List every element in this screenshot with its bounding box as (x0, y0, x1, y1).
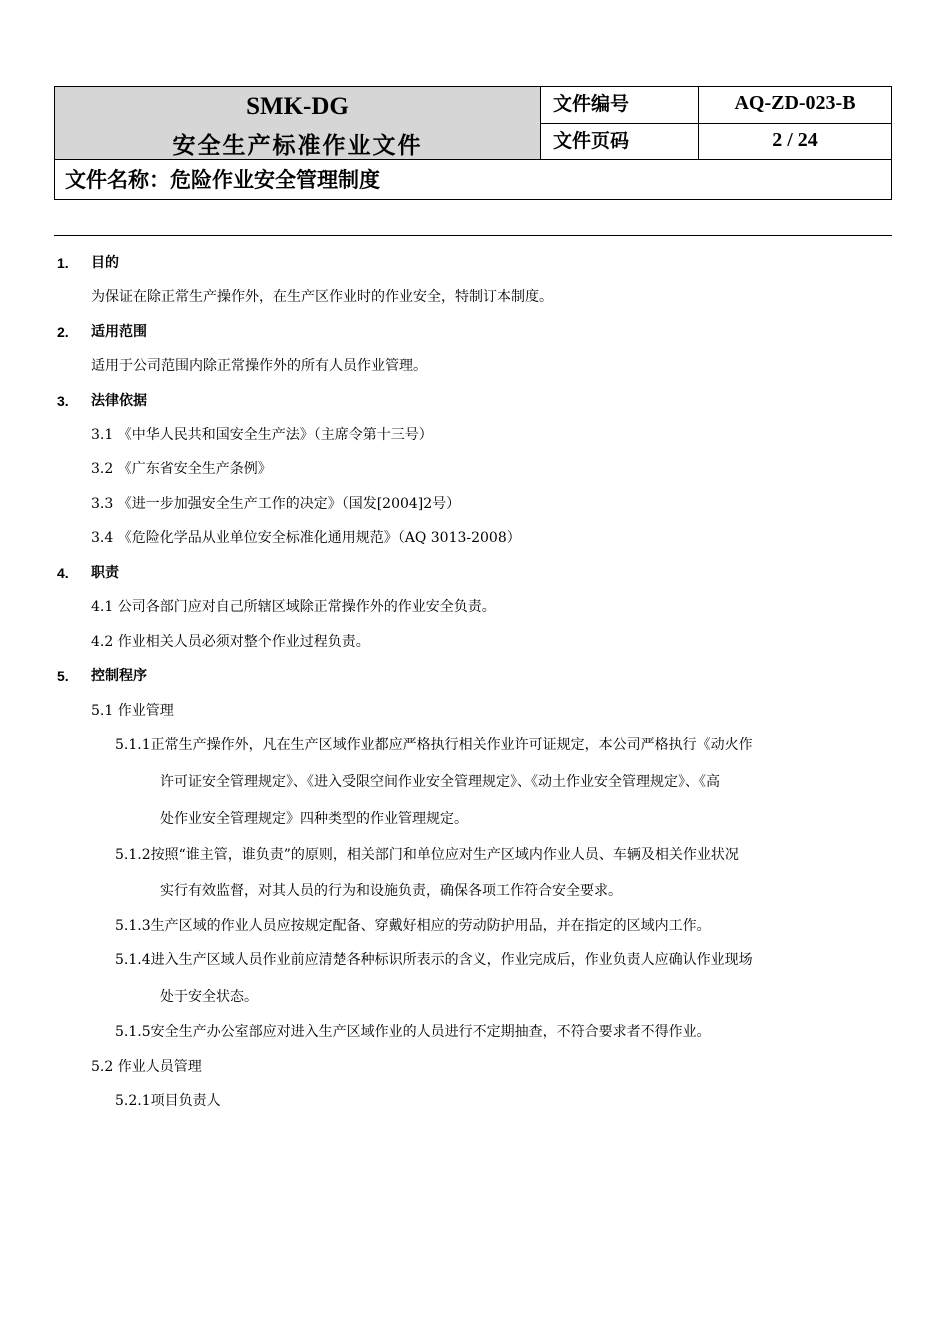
paragraph-5-1-5: 5.1.5安全生产办公室部应对进入生产区域作业的人员进行不定期抽查，不符合要求者不得作业。 (115, 1024, 711, 1040)
section-2-title: 适用范围 (91, 324, 147, 340)
paragraph-5-1-4-line-1: 5.1.4进入生产区域人员作业前应清楚各种标识所表示的含义，作业完成后，作业负责人应确认作业现场 (115, 952, 753, 968)
section-3-item-4: 3.4 《危险化学品从业单位安全标准化通用规范》（AQ 3013-2008） (91, 530, 521, 546)
doc-number-value: AQ-ZD-023-B (699, 87, 891, 124)
section-3-item-3: 3.3 《进一步加强安全生产工作的决定》（国发[2004]2号） (91, 496, 461, 512)
header-company-block (55, 87, 541, 160)
company-name: SMK-DG (246, 93, 349, 120)
paragraph-5-1-1-line-2: 许可证安全管理规定》、《进入受限空间作业安全管理规定》、《动土作业安全管理规定》、《高 (160, 774, 720, 790)
section-5-number: 5. (57, 668, 69, 684)
section-3-item-1: 3.1 《中华人民共和国安全生产法》（主席令第十三号） (91, 427, 433, 443)
document-title: 文件名称：危险作业安全管理制度 (65, 168, 380, 192)
page-number-label: 文件页码 (541, 124, 699, 160)
paragraph-5-2-1: 5.2.1项目负责人 (115, 1093, 221, 1109)
section-5-2-heading: 5.2 作业人员管理 (91, 1059, 202, 1075)
paragraph-5-1-1-line-3: 处作业安全管理规定》四种类型的作业管理规定。 (160, 811, 468, 827)
section-5-1-heading: 5.1 作业管理 (91, 703, 174, 719)
paragraph-5-1-4-line-2: 处于安全状态。 (160, 989, 258, 1005)
header-divider (54, 235, 892, 236)
section-2-number: 2. (57, 324, 69, 340)
doc-number-label: 文件编号 (541, 87, 699, 124)
section-4-number: 4. (57, 565, 69, 581)
paragraph-5-1-1-line-1: 5.1.1正常生产操作外，凡在生产区域作业都应严格执行相关作业许可证规定，本公司严格执行《动火作 (115, 737, 753, 753)
section-4-item-2: 4.2 作业相关人员必须对整个作业过程负责。 (91, 634, 370, 650)
section-1-body: 为保证在除正常生产操作外，在生产区作业时的作业安全，特制订本制度。 (91, 289, 553, 305)
paragraph-5-1-3: 5.1.3生产区域的作业人员应按规定配备、穿戴好相应的劳动防护用品，并在指定的区域内工作。 (115, 918, 711, 934)
document-type: 安全生产标准作业文件 (172, 133, 423, 159)
section-3-number: 3. (57, 393, 69, 409)
document-header (54, 86, 892, 200)
section-4-title: 职责 (91, 565, 119, 581)
section-3-title: 法律依据 (91, 393, 147, 409)
section-4-item-1: 4.1 公司各部门应对自己所辖区域除正常操作外的作业安全负责。 (91, 599, 496, 615)
section-5-title: 控制程序 (91, 668, 147, 684)
section-1-number: 1. (57, 255, 69, 271)
paragraph-5-1-2-line-1: 5.1.2按照“谁主管，谁负责”的原则，相关部门和单位应对生产区域内作业人员、车辆及相关作业状况 (115, 847, 739, 863)
section-1-title: 目的 (91, 255, 119, 271)
section-2-body: 适用于公司范围内除正常操作外的所有人员作业管理。 (91, 358, 427, 374)
page-number-value: 2 / 24 (699, 124, 891, 160)
paragraph-5-1-2-line-2: 实行有效监督，对其人员的行为和设施负责，确保各项工作符合安全要求。 (160, 883, 622, 899)
section-3-item-2: 3.2 《广东省安全生产条例》 (91, 461, 272, 477)
